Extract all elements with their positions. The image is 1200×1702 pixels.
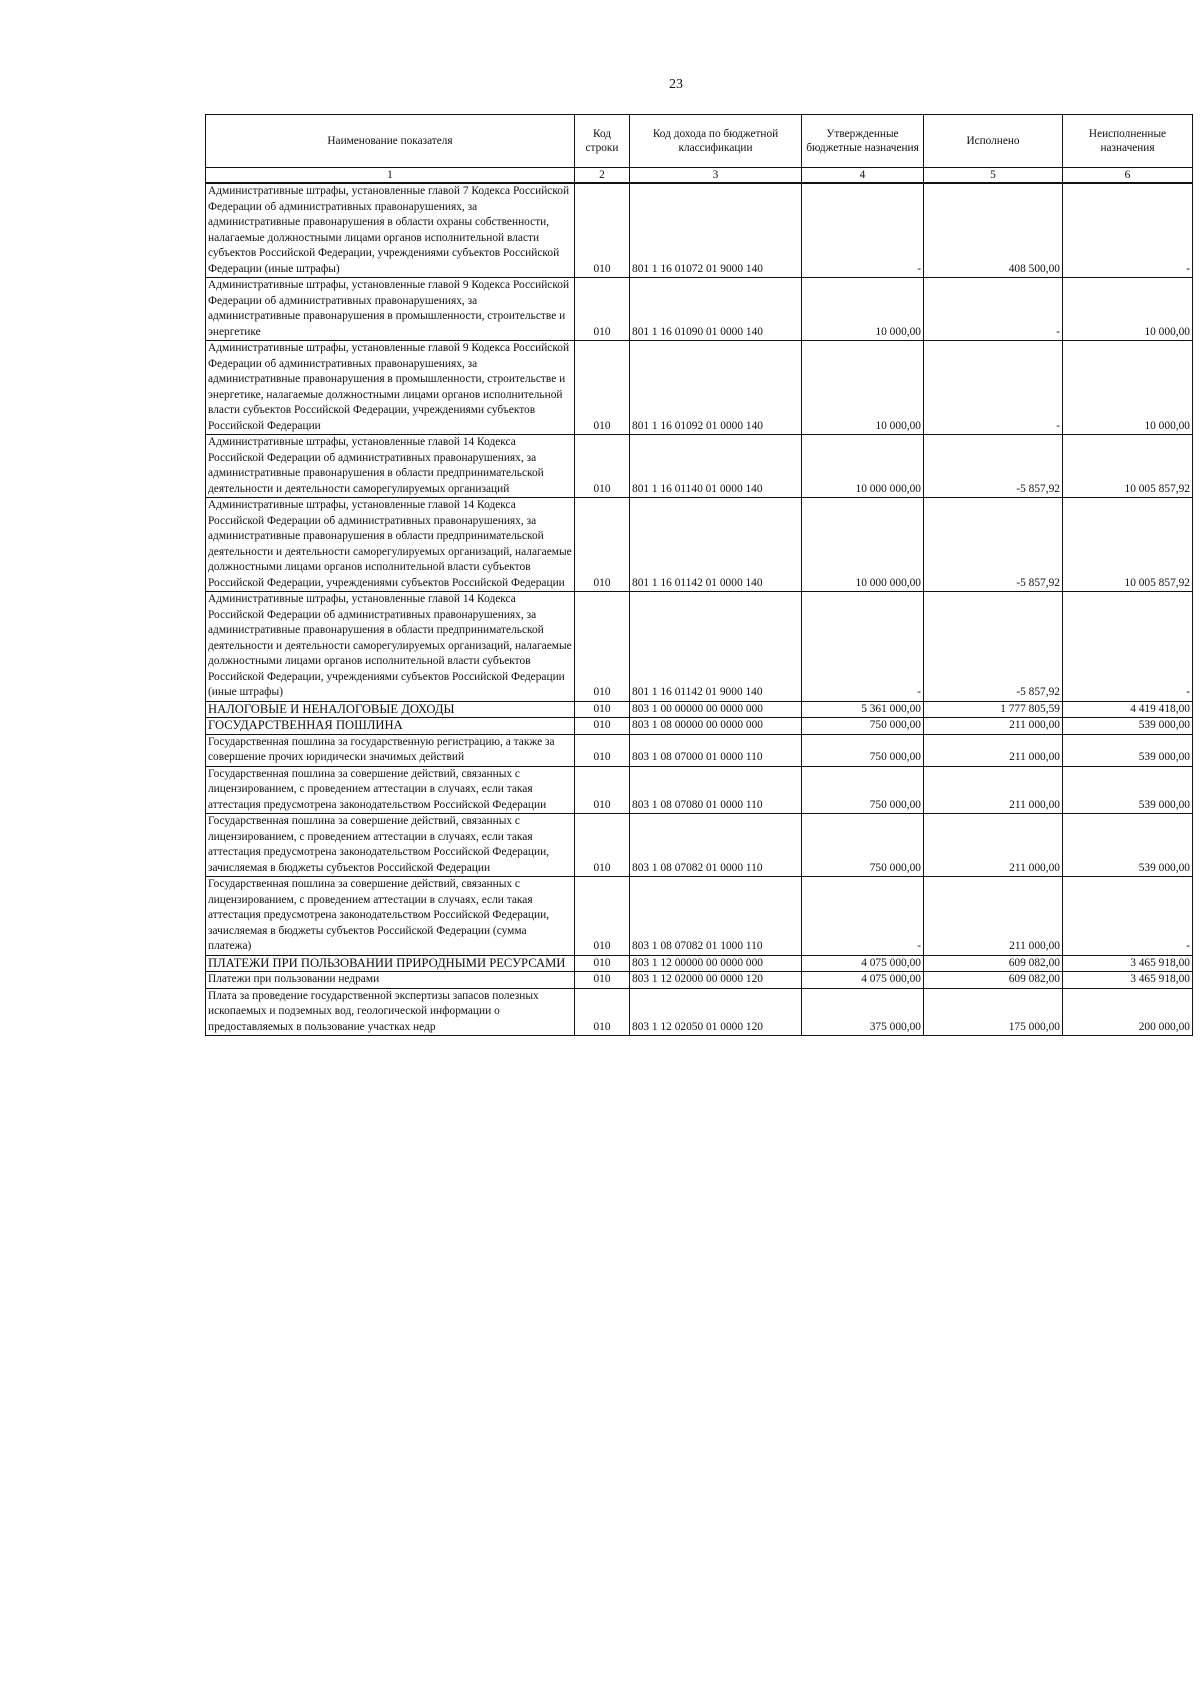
table-row — [206, 435, 1193, 498]
row-indicator-name: Платежи при пользовании недрами — [206, 972, 575, 989]
row-unexecuted: 3 465 918,00 — [1063, 972, 1193, 989]
row-unexecuted: 10 005 857,92 — [1063, 498, 1193, 592]
row-executed: 408 500,00 — [924, 183, 1063, 278]
table-row — [206, 955, 1193, 972]
row-approved: 10 000,00 — [802, 341, 924, 435]
row-unexecuted: 539 000,00 — [1063, 734, 1193, 766]
row-approved: 750 000,00 — [802, 734, 924, 766]
table-row — [206, 183, 1193, 278]
row-approved: 750 000,00 — [802, 718, 924, 735]
row-indicator-name: Административные штрафы, установленные главой 14 Кодекса Российской Федерации об административных правонарушениях, за административные правонарушения в области предпринимательской деятельности и деятельности саморегулируемых организаций, налагаемые должностными лицами органов исполнительной власти субъектов Российской Федерации, учреждениями субъектов Российской Федерации — [206, 498, 575, 592]
row-executed: 211 000,00 — [924, 718, 1063, 735]
row-approved: 10 000 000,00 — [802, 498, 924, 592]
row-income-code: 803 1 08 07000 01 0000 110 — [630, 734, 802, 766]
row-unexecuted: 200 000,00 — [1063, 988, 1193, 1036]
row-line-code: 010 — [575, 734, 630, 766]
budget-execution-table — [205, 114, 1193, 1036]
row-line-code: 010 — [575, 766, 630, 814]
row-approved: 10 000,00 — [802, 278, 924, 341]
column-number-row — [206, 168, 1193, 184]
row-indicator-name: Государственная пошлина за совершение действий, связанных с лицензированием, с проведением аттестации в случаях, если такая аттестация предусмотрена законодательством Российской Федерации — [206, 766, 575, 814]
table-row — [206, 592, 1193, 702]
row-executed: 211 000,00 — [924, 766, 1063, 814]
column-header-unexecuted: Неисполненные назначения — [1063, 115, 1193, 168]
row-executed: 1 777 805,59 — [924, 701, 1063, 718]
row-unexecuted: - — [1063, 877, 1193, 956]
row-indicator-name: Административные штрафы, установленные главой 14 Кодекса Российской Федерации об административных правонарушениях, за административные правонарушения в области предпринимательской деятельности и деятельности саморегулируемых организаций, налагаемые должностными лицами органов исполнительной власти субъектов Российской Федерации, учреждениями субъектов Российской Федерации (иные штрафы) — [206, 592, 575, 702]
row-unexecuted: 3 465 918,00 — [1063, 955, 1193, 972]
row-executed: -5 857,92 — [924, 435, 1063, 498]
table-row — [206, 734, 1193, 766]
row-indicator-name: НАЛОГОВЫЕ И НЕНАЛОГОВЫЕ ДОХОДЫ — [206, 701, 575, 718]
row-income-code: 801 1 16 01142 01 0000 140 — [630, 498, 802, 592]
row-executed: -5 857,92 — [924, 592, 1063, 702]
page-number: 23 — [669, 77, 683, 92]
row-approved: 10 000 000,00 — [802, 435, 924, 498]
row-income-code: 801 1 16 01142 01 9000 140 — [630, 592, 802, 702]
table-row — [206, 988, 1193, 1036]
row-line-code: 010 — [575, 183, 630, 278]
row-line-code: 010 — [575, 701, 630, 718]
table-row — [206, 278, 1193, 341]
row-executed: 609 082,00 — [924, 955, 1063, 972]
column-header-income-code: Код дохода по бюджетной классификации — [630, 115, 802, 168]
row-line-code: 010 — [575, 278, 630, 341]
row-approved: 5 361 000,00 — [802, 701, 924, 718]
column-number: 1 — [206, 168, 575, 184]
row-unexecuted: 539 000,00 — [1063, 814, 1193, 877]
row-executed: 211 000,00 — [924, 734, 1063, 766]
column-number: 5 — [924, 168, 1063, 184]
column-header-line-code: Код строки — [575, 115, 630, 168]
row-executed: 211 000,00 — [924, 877, 1063, 956]
column-number: 6 — [1063, 168, 1193, 184]
row-line-code: 010 — [575, 592, 630, 702]
column-number: 2 — [575, 168, 630, 184]
row-income-code: 801 1 16 01090 01 0000 140 — [630, 278, 802, 341]
row-line-code: 010 — [575, 498, 630, 592]
column-header-approved: Утвержденные бюджетные назначения — [802, 115, 924, 168]
row-income-code: 801 1 16 01140 01 0000 140 — [630, 435, 802, 498]
row-income-code: 803 1 12 02050 01 0000 120 — [630, 988, 802, 1036]
row-approved: - — [802, 877, 924, 956]
row-executed: 175 000,00 — [924, 988, 1063, 1036]
row-approved: 750 000,00 — [802, 766, 924, 814]
row-indicator-name: Государственная пошлина за совершение действий, связанных с лицензированием, с проведением аттестации в случаях, если такая аттестация предусмотрена законодательством Российской Федерации, зачисляемая в бюджеты субъектов Российской Федерации — [206, 814, 575, 877]
row-approved: - — [802, 592, 924, 702]
row-approved: 4 075 000,00 — [802, 955, 924, 972]
row-income-code: 803 1 12 02000 00 0000 120 — [630, 972, 802, 989]
row-unexecuted: - — [1063, 592, 1193, 702]
row-line-code: 010 — [575, 877, 630, 956]
row-indicator-name: Государственная пошлина за совершение действий, связанных с лицензированием, с проведением аттестации в случаях, если такая аттестация предусмотрена законодательством Российской Федерации, зачисляемая в бюджеты субъектов Российской Федерации (сумма платежа) — [206, 877, 575, 956]
table-row — [206, 718, 1193, 735]
row-income-code: 803 1 08 07080 01 0000 110 — [630, 766, 802, 814]
row-unexecuted: 10 000,00 — [1063, 278, 1193, 341]
row-indicator-name: ПЛАТЕЖИ ПРИ ПОЛЬЗОВАНИИ ПРИРОДНЫМИ РЕСУРСАМИ — [206, 955, 575, 972]
row-approved: 375 000,00 — [802, 988, 924, 1036]
row-line-code: 010 — [575, 988, 630, 1036]
row-line-code: 010 — [575, 435, 630, 498]
table-row — [206, 341, 1193, 435]
row-income-code: 803 1 08 07082 01 0000 110 — [630, 814, 802, 877]
column-header-executed: Исполнено — [924, 115, 1063, 168]
row-unexecuted: 539 000,00 — [1063, 718, 1193, 735]
row-line-code: 010 — [575, 341, 630, 435]
row-unexecuted: 539 000,00 — [1063, 766, 1193, 814]
table-row — [206, 766, 1193, 814]
row-approved: 4 075 000,00 — [802, 972, 924, 989]
row-indicator-name: Административные штрафы, установленные главой 7 Кодекса Российской Федерации об административных правонарушениях, за административные правонарушения в области охраны собственности, налагаемые должностными лицами органов исполнительной власти субъектов Российской Федерации, учреждениями субъектов Российской Федерации (иные штрафы) — [206, 183, 575, 278]
row-unexecuted: 10 005 857,92 — [1063, 435, 1193, 498]
row-indicator-name: Государственная пошлина за государственную регистрацию, а также за совершение прочих юридически значимых действий — [206, 734, 575, 766]
column-number: 4 — [802, 168, 924, 184]
row-executed: 211 000,00 — [924, 814, 1063, 877]
row-unexecuted: 4 419 418,00 — [1063, 701, 1193, 718]
row-approved: - — [802, 183, 924, 278]
row-income-code: 803 1 12 00000 00 0000 000 — [630, 955, 802, 972]
row-line-code: 010 — [575, 972, 630, 989]
row-unexecuted: - — [1063, 183, 1193, 278]
table-row — [206, 498, 1193, 592]
row-indicator-name: Административные штрафы, установленные главой 14 Кодекса Российской Федерации об административных правонарушениях, за административные правонарушения в области предпринимательской деятельности и деятельности саморегулируемых организаций — [206, 435, 575, 498]
row-indicator-name: Плата за проведение государственной экспертизы запасов полезных ископаемых и подземных вод, геологической информации о предоставляемых в пользование участках недр — [206, 988, 575, 1036]
row-executed: -5 857,92 — [924, 498, 1063, 592]
table-row — [206, 814, 1193, 877]
row-income-code: 803 1 08 00000 00 0000 000 — [630, 718, 802, 735]
table-row — [206, 972, 1193, 989]
row-income-code: 803 1 00 00000 00 0000 000 — [630, 701, 802, 718]
row-executed: - — [924, 278, 1063, 341]
row-income-code: 801 1 16 01092 01 0000 140 — [630, 341, 802, 435]
table-header-row — [206, 115, 1193, 168]
row-unexecuted: 10 000,00 — [1063, 341, 1193, 435]
row-executed: - — [924, 341, 1063, 435]
table-row — [206, 701, 1193, 718]
row-indicator-name: Административные штрафы, установленные главой 9 Кодекса Российской Федерации об административных правонарушениях, за административные правонарушения в промышленности, строительстве и энергетике, налагаемые должностными лицами органов исполнительной власти субъектов Российской Федерации, учреждениями субъектов Российской Федерации — [206, 341, 575, 435]
row-line-code: 010 — [575, 718, 630, 735]
row-executed: 609 082,00 — [924, 972, 1063, 989]
row-approved: 750 000,00 — [802, 814, 924, 877]
row-indicator-name: ГОСУДАРСТВЕННАЯ ПОШЛИНА — [206, 718, 575, 735]
column-header-indicator-name: Наименование показателя — [206, 115, 575, 168]
row-line-code: 010 — [575, 814, 630, 877]
column-number: 3 — [630, 168, 802, 184]
row-income-code: 801 1 16 01072 01 9000 140 — [630, 183, 802, 278]
row-indicator-name: Административные штрафы, установленные главой 9 Кодекса Российской Федерации об административных правонарушениях, за административные правонарушения в промышленности, строительстве и энергетике — [206, 278, 575, 341]
table-row — [206, 877, 1193, 956]
row-income-code: 803 1 08 07082 01 1000 110 — [630, 877, 802, 956]
row-line-code: 010 — [575, 955, 630, 972]
